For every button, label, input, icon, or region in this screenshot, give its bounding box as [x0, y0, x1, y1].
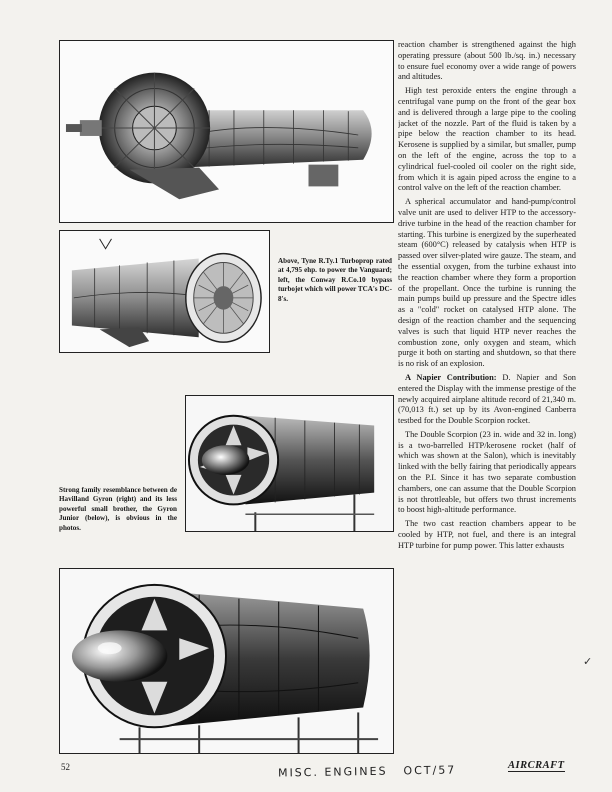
article-paragraph-1: reaction chamber is strengthened against the high operating pressure (about 500 lb./sq. in.) necessary to ensure fuel economy over a wide range of powers and altitudes.	[398, 40, 576, 82]
page-number: 52	[61, 762, 70, 772]
article-column	[398, 40, 576, 762]
conway-turbojet-photo	[59, 230, 270, 353]
napier-subheading: A Napier Contribution:	[405, 372, 497, 382]
tyne-conway-caption: Above, Tyne R.Ty.1 Turboprop rated at 4,795 ehp. to power the Vanguard; left, the Conway R.Co.10 bypass turbojet which will power TCA's DC-8's.	[278, 257, 392, 303]
gyron-caption: Strong family resemblance between de Havilland Gyron (right) and its less powerful small brother, the Gyron Junior (below), is obvious in the photos.	[59, 486, 177, 532]
gyron-junior-photo	[59, 568, 394, 754]
article-paragraph-2: High test peroxide enters the engine through a centrifugal vane pump on the front of the gear box and is delivered through a large pipe to the cooling jacket of the nozzle. Part of the fluid is taken by a pipe below the reaction chamber to its head. Kerosene is supplied by a similar, but smaller, pump on the left of the engine, across the top to a cylindrical fuel-cooled oil cooler on the right side, from which it is again piped across the engine to a control valve on the left of the reaction chamber.	[398, 86, 576, 193]
margin-check-mark: ✓	[583, 656, 593, 668]
article-paragraph-5: The Double Scorpion (23 in. wide and 32 in. long) is a two-barrelled HTP/kerosene rocket (half of which was shown at the Salon), which is inevitably linked with the belly fairing that periodically appears on the P.I. Since it has two separate combustion chambers, one can assume that the Double Scorpion is not throttleable, but offers two thrust increments to boost high-altitude performance.	[398, 429, 576, 515]
article-paragraph-6: The two cast reaction chambers appear to be cooled by HTP, not fuel, and there is an integral HTP turbine for pump power. This latter exhausts	[398, 519, 576, 550]
handwritten-date: OCT/57	[403, 763, 457, 778]
magazine-name: AIRCRAFT	[508, 760, 565, 771]
tyne-turboprop-photo	[59, 40, 394, 223]
article-paragraph-4	[398, 373, 576, 427]
handwritten-annotation	[278, 763, 456, 779]
napier-paragraph-text: D. Napier and Son entered the Display with the immense prestige of the newly acquired airplane altitude record of 21,340 m. (70,013 ft.) set up by its Avon-engined Canberra testbed for the Double Scorpion rocket.	[398, 372, 576, 426]
article-paragraph-3: A spherical accumulator and hand-pump/control valve unit are used to deliver HTP to the accessory-drive turbine in the head of the reaction chamber for starting. This turbine is energized by the superheated steam (600°C) released by catalysis when HTP is passed over silver-plated wire gauze. The steam, and the essential oxygen, from the turbine exhaust into the reaction chamber where they form a proportion of the propellant. Once the turbine is running the main pumps build up pressure and the Spectre idles as a "cold" rocket on catalysed HTP alone. The design of the reaction chamber and the sequencing valves is such that liquid HTP never reaches the combustion zone, only oxygen and steam, which purge it both on starting and shutdown, so that there is no risk of an explosion.	[398, 197, 576, 369]
handwritten-subject: MISC. ENGINES	[277, 764, 388, 780]
gyron-engine-photo	[185, 395, 394, 532]
